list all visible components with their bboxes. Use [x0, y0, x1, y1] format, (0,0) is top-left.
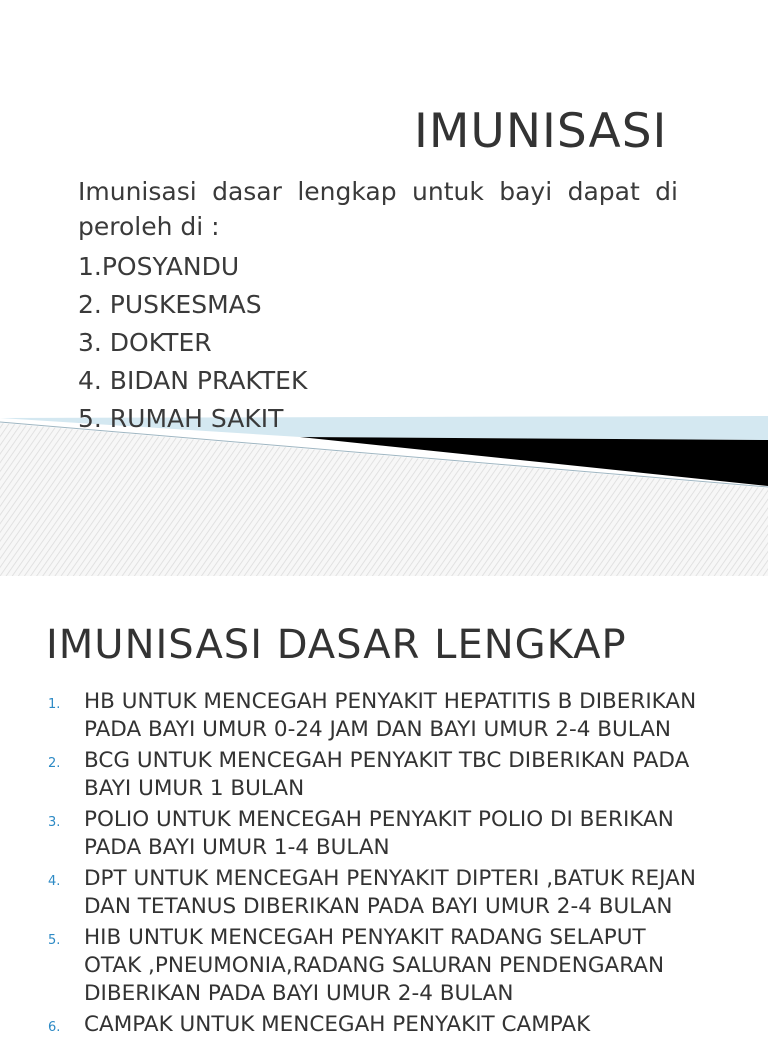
place-item: 5. RUMAH SAKIT: [78, 404, 284, 433]
list-number: 5.: [48, 933, 61, 948]
place-item: 4. BIDAN PRAKTEK: [78, 366, 308, 395]
item-text: CAMPAK UNTUK MENCEGAH PENYAKIT CAMPAK: [84, 1012, 591, 1037]
place-item: 3. DOKTER: [78, 328, 212, 357]
intro-text: Imunisasi dasar lengkap untuk bayi dapat di peroleh di :: [78, 177, 678, 241]
list-item: [0, 865, 768, 921]
item-text: HB UNTUK MENCEGAH PENYAKIT HEPATITIS B DIBERIKAN: [84, 689, 697, 714]
vaccine-list: [0, 688, 768, 1042]
list-number: 3.: [48, 815, 61, 830]
list-number: 1.: [48, 697, 61, 712]
item-text: PADA BAYI UMUR 1-4 BULAN: [84, 835, 390, 860]
item-text: DPT UNTUK MENCEGAH PENYAKIT DIPTERI ,BATUK REJAN: [84, 866, 696, 891]
item-text: DAN TETANUS DIBERIKAN PADA BAYI UMUR 2-4 BULAN: [84, 894, 673, 919]
list-number: 4.: [48, 874, 61, 889]
item-text: PADA BAYI UMUR 0-24 JAM DAN BAYI UMUR 2-4 BULAN: [84, 717, 671, 742]
item-text: BAYI UMUR 1 BULAN: [84, 776, 305, 801]
item-text: OTAK ,PNEUMONIA,RADANG SALURAN PENDENGARAN: [84, 953, 665, 978]
list-item: [0, 924, 768, 1008]
places-list: [78, 248, 678, 438]
slide-1-title: IMUNISASI: [414, 104, 668, 159]
list-item: [0, 1011, 768, 1039]
place-item: 1.POSYANDU: [78, 252, 240, 281]
place-item: 2. PUSKESMAS: [78, 290, 262, 319]
list-item: [0, 806, 768, 862]
item-text: HIB UNTUK MENCEGAH PENYAKIT RADANG SELAPUT: [84, 925, 646, 950]
slide-2: [0, 576, 768, 1037]
list-number: 2.: [48, 756, 61, 771]
list-number: 6.: [48, 1020, 61, 1035]
list-item: [0, 747, 768, 803]
item-text: POLIO UNTUK MENCEGAH PENYAKIT POLIO DI BERIKAN: [84, 807, 674, 832]
list-item: [0, 688, 768, 744]
item-text: DIBERIKAN PADA BAYI UMUR 2-4 BULAN: [84, 981, 514, 1006]
item-text: BCG UNTUK MENCEGAH PENYAKIT TBC DIBERIKAN PADA: [84, 748, 690, 773]
slide-1-body: [78, 174, 678, 438]
slide-2-title: IMUNISASI DASAR LENGKAP: [46, 622, 627, 668]
